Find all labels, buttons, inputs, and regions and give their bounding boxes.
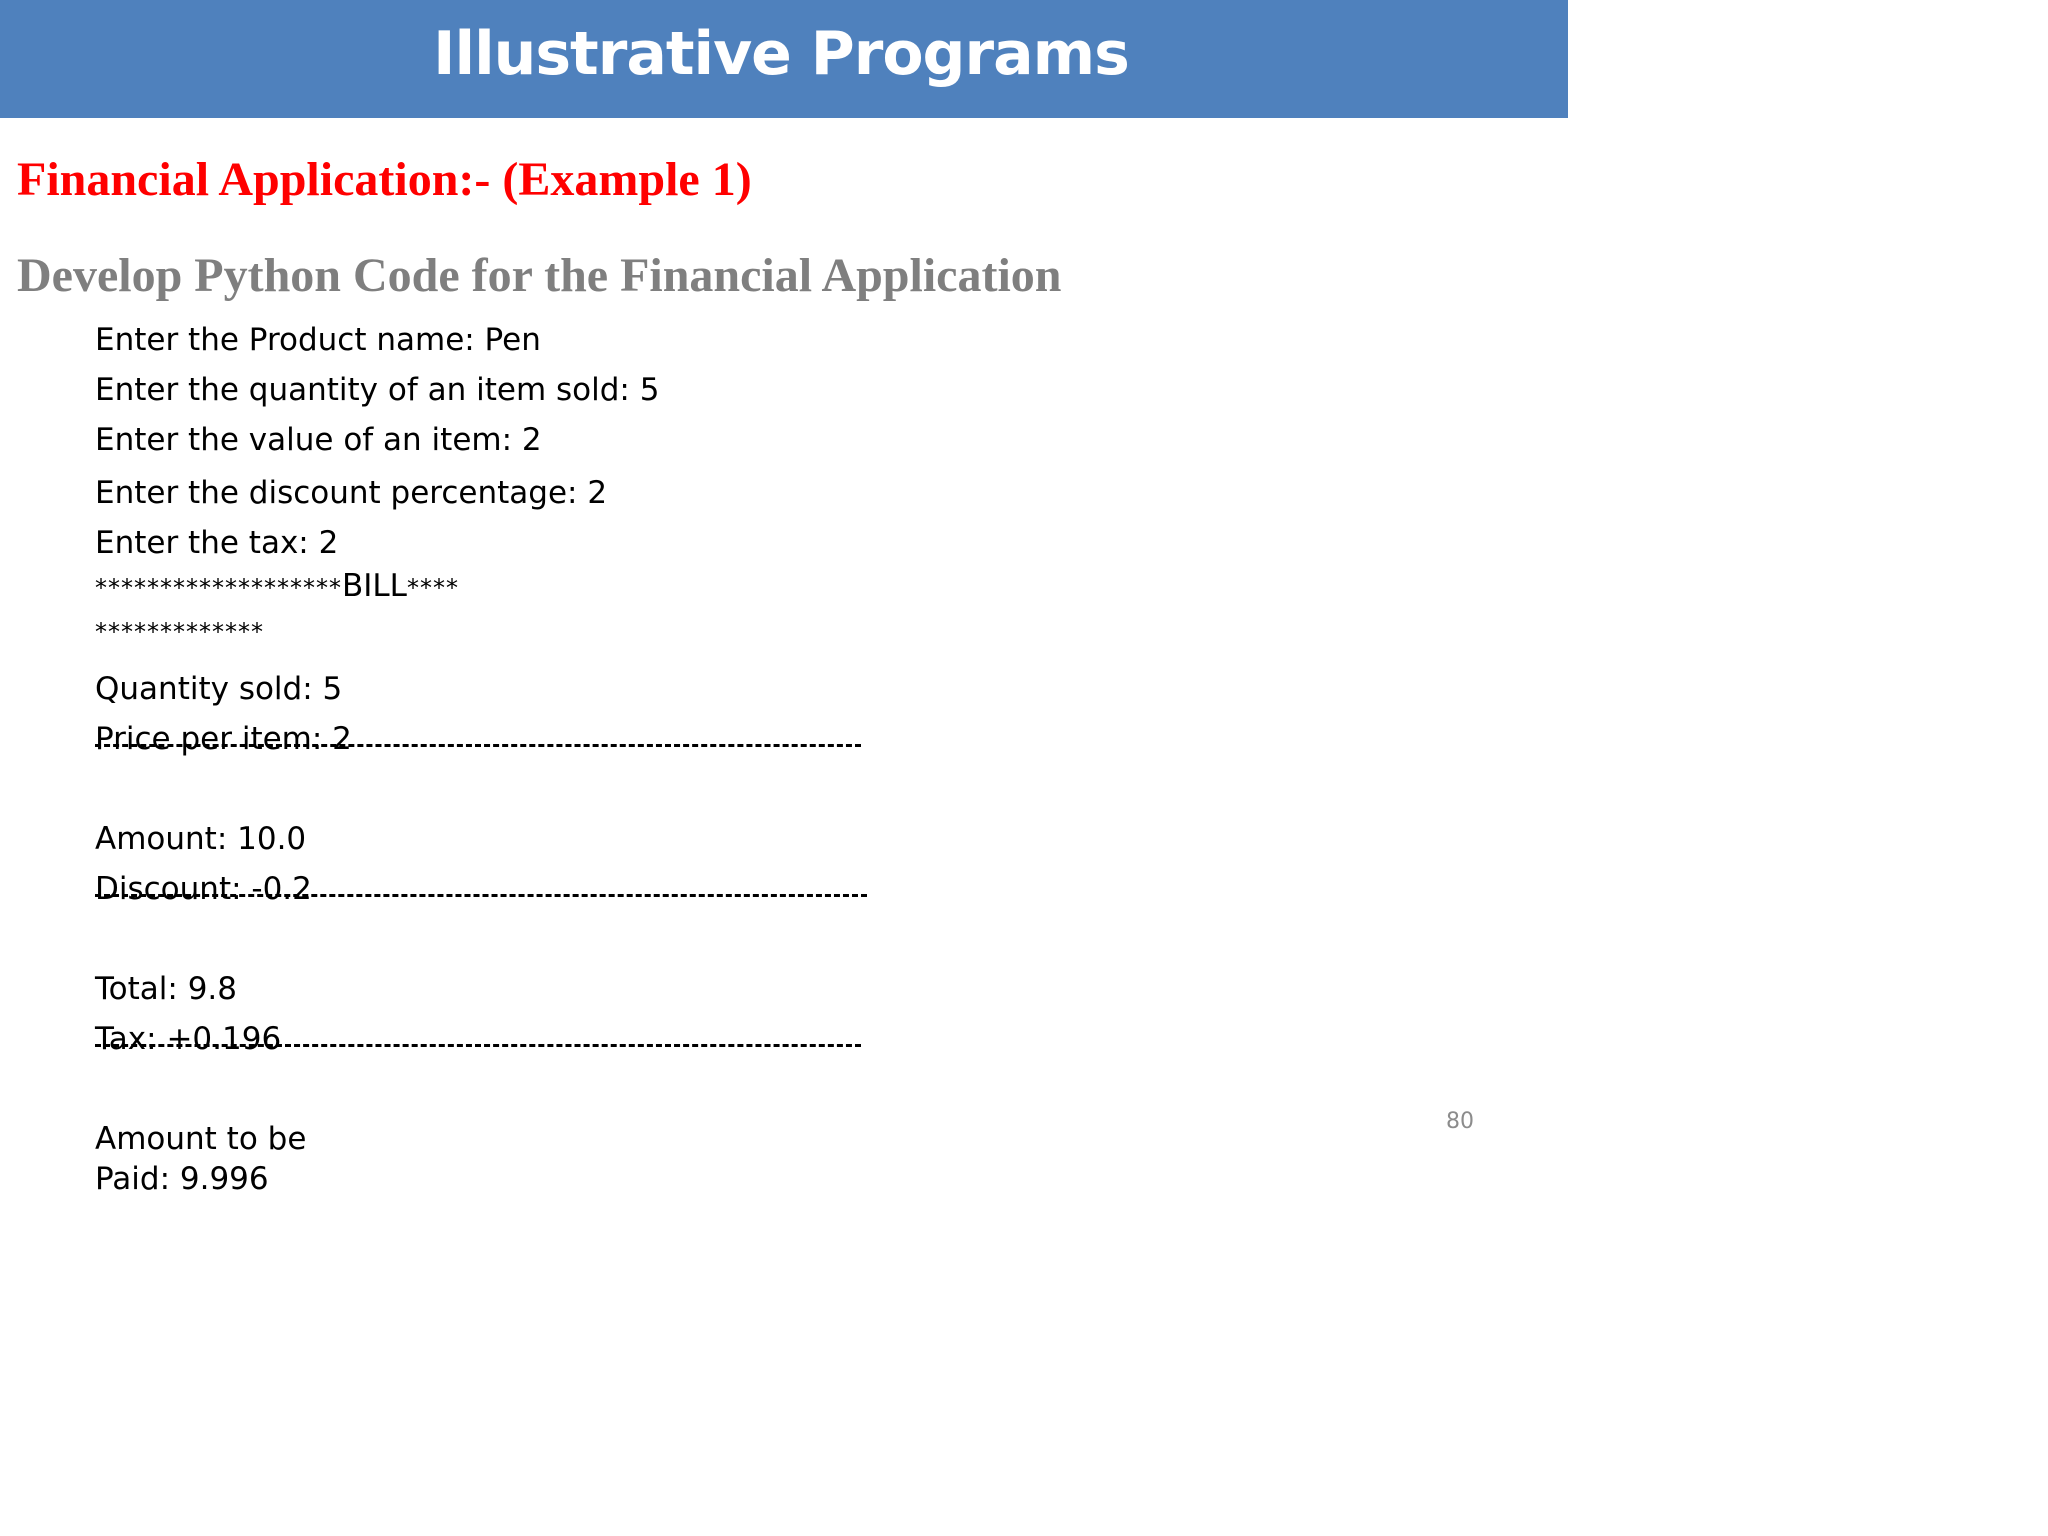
input-line-tax: Enter the tax: 2 bbox=[95, 525, 339, 561]
tax-line: Tax: +0.196 bbox=[95, 1021, 282, 1057]
bill-stars-left: ******************* bbox=[95, 574, 342, 602]
input-line-value: Enter the value of an item: 2 bbox=[95, 422, 542, 458]
quantity-sold-line: Quantity sold: 5 bbox=[95, 671, 343, 707]
price-per-item-line: Price per item: 2 bbox=[95, 721, 352, 757]
page-number: 80 bbox=[1446, 1109, 1474, 1134]
bill-label: BILL bbox=[342, 568, 407, 604]
discount-line: Discount: -0.2 bbox=[95, 871, 312, 907]
separator-dashes-2 bbox=[95, 894, 867, 897]
task-heading: Develop Python Code for the Financial Application bbox=[17, 249, 1062, 302]
paid-line: Paid: 9.996 bbox=[95, 1161, 269, 1197]
example-heading: Financial Application:- (Example 1) bbox=[17, 153, 752, 206]
bill-banner bbox=[95, 570, 459, 604]
bill-stars-right: **** bbox=[406, 574, 459, 602]
bill-stars-line2: ************* bbox=[95, 618, 264, 646]
input-line-discount: Enter the discount percentage: 2 bbox=[95, 475, 608, 511]
input-line-product: Enter the Product name: Pen bbox=[95, 322, 541, 358]
total-line: Total: 9.8 bbox=[95, 971, 237, 1007]
amount-to-be-line: Amount to be bbox=[95, 1121, 307, 1157]
amount-line: Amount: 10.0 bbox=[95, 821, 307, 857]
slide-title: Illustrative Programs bbox=[433, 19, 1129, 89]
separator-dashes-1 bbox=[95, 744, 861, 747]
input-line-quantity: Enter the quantity of an item sold: 5 bbox=[95, 372, 660, 408]
separator-dashes-3 bbox=[95, 1044, 861, 1047]
